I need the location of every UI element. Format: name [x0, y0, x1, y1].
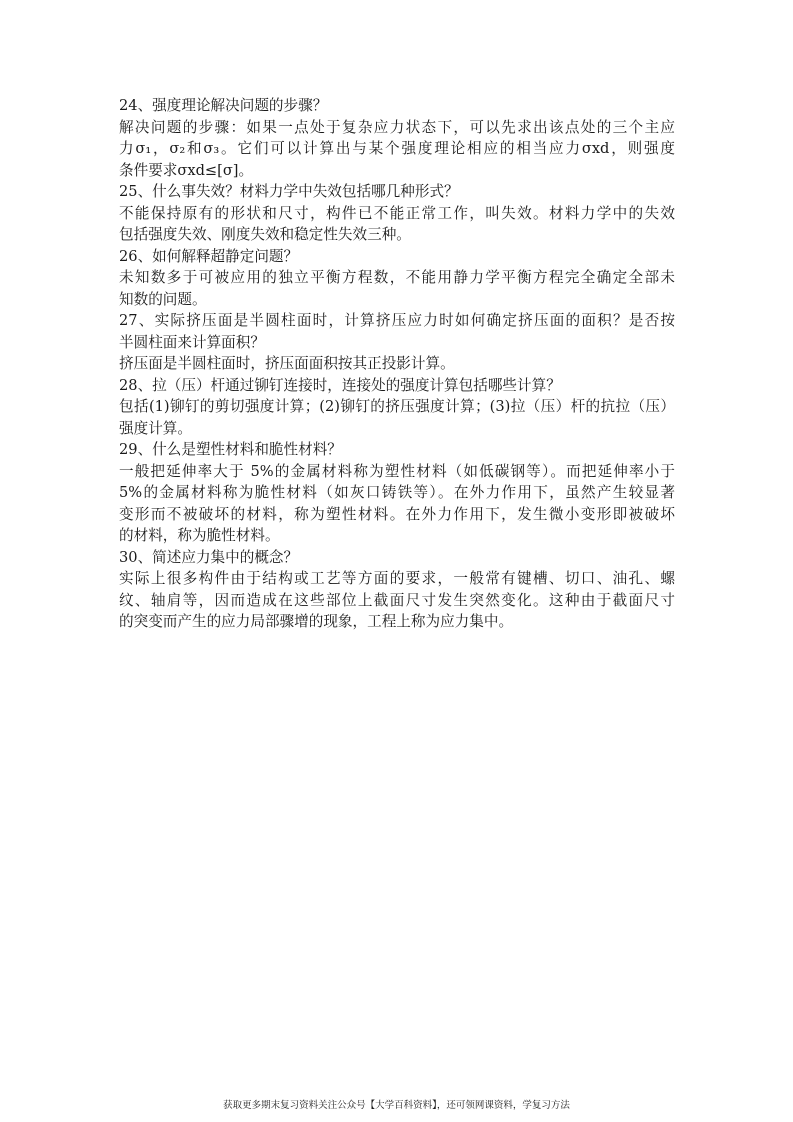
question-line: 24、强度理论解决问题的步骤？: [119, 97, 328, 114]
answer-line: 一般把延伸率大于 5%的金属材料称为塑性材料（如低碳钢等）。而把延伸率小于: [119, 462, 675, 480]
answer-line: 未知数多于可被应用的独立平衡方程数，不能用静力学平衡方程完全确定全部未: [119, 269, 675, 286]
answer-line: 变形而不被破坏的材料，称为塑性材料。在外力作用下，发生微小变形即被破坏: [119, 505, 675, 523]
question-line: 27、实际挤压面是半圆柱面时，计算挤压应力时如何确定挤压面的面积？是否按: [119, 312, 675, 329]
question-line: 25、什么事失效？材料力学中失效包括哪几种形式？: [119, 183, 459, 200]
answer-line: 挤压面是半圆柱面时，挤压面面积按其正投影计算。: [119, 355, 455, 372]
answer-line: 包括(1)铆钉的剪切强度计算；(2)铆钉的挤压强度计算；(3)拉（压）杆的抗拉（压）: [119, 398, 675, 415]
answer-line: 力σ₁，σ₂和σ₃。它们可以计算出与某个强度理论相应的相当应力σxd，则强度: [119, 140, 675, 157]
document-body: [119, 95, 675, 633]
answer-line: 的突变而产生的应力局部骤增的现象，工程上称为应力集中。: [119, 613, 514, 630]
answer-line: 强度计算。: [119, 419, 192, 437]
answer-line: 条件要求σxd≤[σ]。: [119, 161, 254, 179]
question-line: 29、什么是塑性材料和脆性材料？: [119, 441, 342, 458]
answer-line: 5%的金属材料称为脆性材料（如灰口铸铁等）。在外力作用下，虽然产生较显著: [119, 484, 675, 501]
answer-line: 纹、轴肩等，因而造成在这些部位上截面尺寸发生突然变化。这种由于截面尺寸: [119, 591, 675, 609]
question-line: 半圆柱面来计算面积？: [119, 333, 265, 351]
answer-line: 不能保持原有的形状和尺寸，构件已不能正常工作，叫失效。材料力学中的失效: [119, 204, 675, 222]
answer-line: 解决问题的步骤：如果一点处于复杂应力状态下，可以先求出该点处的三个主应: [119, 118, 675, 136]
question-line: 30、简述应力集中的概念？: [119, 548, 299, 566]
page-footer: 获取更多期末复习资料关注公众号【大学百科资料】，还可领网课资料，学复习方法: [223, 1100, 570, 1111]
answer-line: 实际上很多构件由于结构或工艺等方面的要求，一般常有键槽、切口、油孔、螺: [119, 570, 675, 587]
answer-line: 的材料，称为脆性材料。: [119, 527, 280, 544]
answer-line: 包括强度失效、刚度失效和稳定性失效三种。: [119, 226, 411, 243]
question-line: 28、拉（压）杆通过铆钉连接时，连接处的强度计算包括哪些计算？: [119, 376, 561, 394]
answer-line: 知数的问题。: [119, 290, 207, 308]
question-line: 26、如何解释超静定问题？: [119, 247, 299, 265]
